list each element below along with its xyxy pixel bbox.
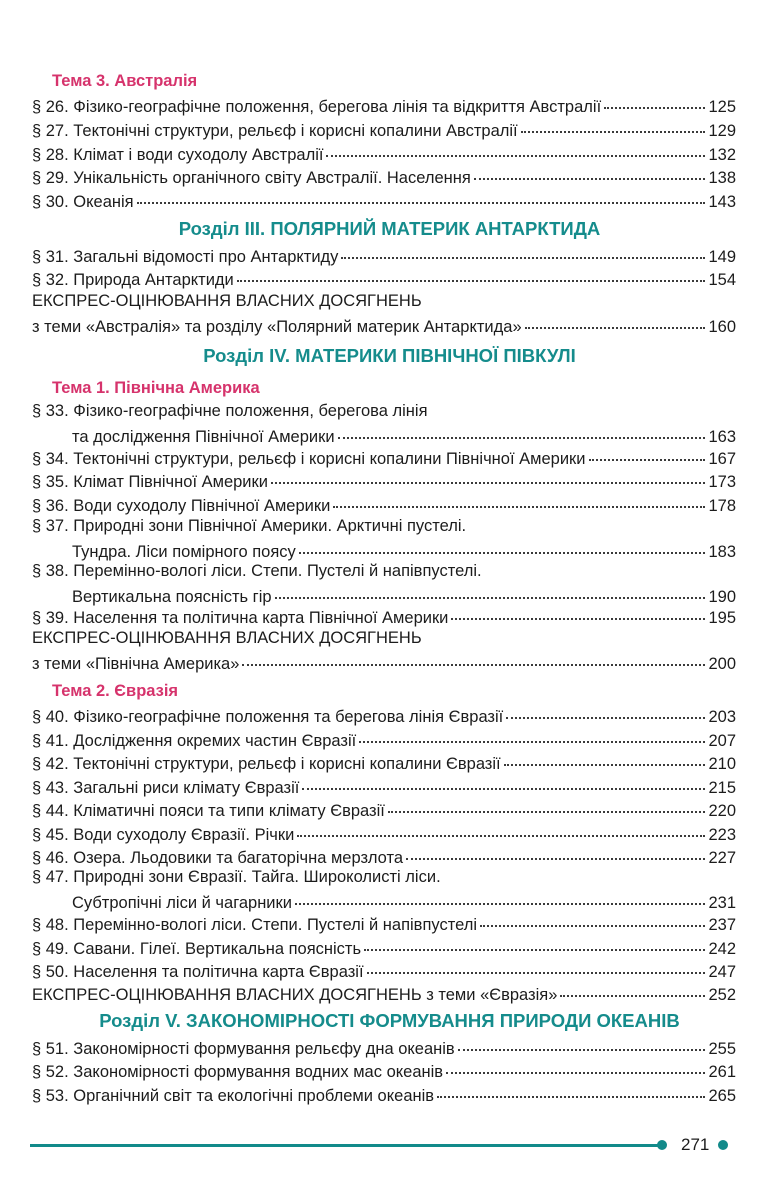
toc-entry — [32, 515, 736, 564]
toc-entry-title: § 51. Закономірності формування рельєфу дна океанів — [32, 1039, 455, 1058]
toc-entry-title: ЕКСПРЕС-ОЦІНЮВАННЯ ВЛАСНИХ ДОСЯГНЕНЬ — [32, 629, 422, 647]
toc-entry-title: § 32. Природа Антарктиди — [32, 270, 234, 289]
toc-entry-line — [32, 266, 736, 292]
toc-entry-title: § 31. Загальні відомості про Антарктиду — [32, 247, 339, 266]
dot-leader — [446, 1055, 705, 1074]
toc-page-number: 265 — [708, 1086, 736, 1105]
toc-entry-title: § 26. Фізико-географічне положення, берегова лінія та відкриття Австралії — [32, 97, 602, 116]
dot-leader — [364, 932, 705, 951]
toc-entry-title: § 38. Перемінно-вологі ліси. Степи. Пустелі й напівпустелі. — [32, 562, 482, 580]
toc-entry-title-cont: Тундра. Ліси помірного поясу — [72, 542, 296, 561]
toc-page-number: 129 — [708, 121, 736, 140]
toc-entry-title-cont: з теми «Північна Америка» — [32, 654, 240, 673]
toc-page-number: 252 — [708, 985, 736, 1004]
toc-entry-title: § 30. Океанія — [32, 192, 134, 211]
toc-page-number: 183 — [708, 542, 736, 561]
toc-entry-title: § 29. Унікальність органічного світу Австралії. Населення — [32, 168, 471, 187]
topic-heading: Тема 2. Євразія — [52, 682, 179, 700]
toc-page-number: 178 — [708, 496, 736, 515]
toc-entry-title-cont: Вертикальна поясність гір — [72, 587, 272, 606]
dot-leader — [474, 161, 706, 180]
dot-leader — [560, 978, 705, 997]
dot-leader — [388, 794, 706, 813]
toc-page-number: 160 — [708, 317, 736, 336]
footer-rule — [30, 1144, 666, 1147]
toc-entry-title: § 49. Савани. Гілеї. Вертикальна поясність — [32, 939, 362, 958]
toc-page-number: 195 — [708, 608, 736, 627]
toc-entry-line — [32, 604, 736, 630]
toc-page-number: 163 — [708, 427, 736, 446]
toc-entry-title: § 27. Тектонічні структури, рельєф і корисні копалини Австралії — [32, 121, 518, 140]
toc-entry — [32, 627, 736, 676]
toc-entry-title: § 34. Тектонічні структури, рельєф і корисні копалини Північної Америки — [32, 449, 586, 468]
section-heading: Розділ IV. МАТЕРИКИ ПІВНІЧНОЇ ПІВКУЛІ — [203, 345, 576, 366]
toc-entry — [32, 492, 736, 518]
toc-page-number: 207 — [708, 731, 736, 750]
dot-leader — [271, 465, 706, 484]
topic-heading: Тема 3. Австралія — [52, 72, 198, 90]
toc-entry-title-cont: та дослідження Північної Америки — [72, 427, 335, 446]
dot-leader — [406, 841, 705, 860]
toc-entry-title: ЕКСПРЕС-ОЦІНЮВАННЯ ВЛАСНИХ ДОСЯГНЕНЬ з теми «Євразія» — [32, 985, 558, 1004]
toc-entry-title: § 41. Дослідження окремих частин Євразії — [32, 731, 357, 750]
toc-entry-title-cont: з теми «Австралія» та розділу «Полярний материк Антарктида» — [32, 317, 522, 336]
page-number: 271 — [681, 1135, 710, 1154]
toc-entry-title: § 42. Тектонічні структури, рельєф і корисні копалини Євразії — [32, 754, 501, 773]
toc-page-number: 210 — [708, 754, 736, 773]
toc-entry-title: § 44. Кліматичні пояси та типи клімату Євразії — [32, 801, 385, 820]
toc-page-number: 237 — [708, 915, 736, 934]
toc-page-number: 231 — [708, 893, 736, 912]
toc-entry — [32, 981, 736, 1007]
dot-leader — [458, 1032, 706, 1051]
toc-entry-title: § 37. Природні зони Північної Америки. Арктичні пустелі. — [32, 517, 467, 535]
dot-leader — [295, 886, 706, 905]
toc-page-number: 220 — [708, 801, 736, 820]
toc-page-number: 215 — [708, 778, 736, 797]
toc-entry-title: § 46. Озера. Льодовики та багаторічна мерзлота — [32, 848, 404, 867]
toc-entry — [32, 188, 736, 214]
topic-heading: Тема 1. Північна Америка — [52, 379, 260, 397]
dot-leader — [504, 747, 706, 766]
toc-entry — [32, 266, 736, 292]
dot-leader — [299, 535, 706, 554]
dot-leader — [297, 818, 705, 837]
dot-leader — [525, 310, 706, 329]
dot-leader — [521, 114, 706, 133]
toc-page-number: 261 — [708, 1062, 736, 1081]
toc-page-number: 190 — [708, 587, 736, 606]
toc-page-number: 200 — [708, 654, 736, 673]
dot-leader — [367, 955, 706, 974]
footer-dot-left — [657, 1140, 667, 1150]
dot-leader — [137, 185, 706, 204]
dot-leader — [480, 908, 705, 927]
toc-page-number: 203 — [708, 707, 736, 726]
toc-page-number: 255 — [708, 1039, 736, 1058]
dot-leader — [275, 580, 706, 599]
toc-page-number: 173 — [708, 472, 736, 491]
toc-page-number: 167 — [708, 449, 736, 468]
toc-entry-line — [32, 650, 736, 676]
toc-entry — [32, 290, 736, 339]
toc-page-number: 138 — [708, 168, 736, 187]
toc-page-number: 247 — [708, 962, 736, 981]
toc-entry-title: § 53. Органічний світ та екологічні проблеми океанів — [32, 1086, 435, 1105]
toc-entry-line — [32, 981, 736, 1007]
toc-entry-title: § 50. Населення та політична карта Євразії — [32, 962, 364, 981]
toc-entry-line — [32, 188, 736, 214]
section-heading: Розділ III. ПОЛЯРНИЙ МАТЕРИК АНТАРКТИДА — [178, 218, 601, 239]
dot-leader — [333, 489, 705, 508]
toc-entry-title: § 35. Клімат Північної Америки — [32, 472, 268, 491]
toc-entry — [32, 1082, 736, 1108]
toc-entry-line — [32, 313, 736, 339]
dot-leader — [437, 1079, 705, 1098]
dot-leader — [604, 90, 705, 109]
toc-entry-title: § 52. Закономірності формування водних мас океанів — [32, 1062, 444, 1081]
toc-entry-title: § 28. Клімат і води суходолу Австралії — [32, 145, 324, 164]
toc-entry-line — [32, 1082, 736, 1108]
dot-leader — [326, 138, 705, 157]
section-heading: Розділ V. ЗАКОНОМІРНОСТІ ФОРМУВАННЯ ПРИРОДИ ОКЕАНІВ — [99, 1010, 680, 1031]
toc-entry-title: § 40. Фізико-географічне положення та берегова лінія Євразії — [32, 707, 504, 726]
toc-entry-title: § 48. Перемінно-вологі ліси. Степи. Пустелі й напівпустелі — [32, 915, 477, 934]
toc-page-number: 227 — [708, 848, 736, 867]
toc-page-number: 125 — [708, 97, 736, 116]
toc-entry-title: § 43. Загальні риси клімату Євразії — [32, 778, 300, 797]
dot-leader — [302, 771, 705, 790]
toc-entry-title-cont: Субтропічні ліси й чагарники — [72, 893, 292, 912]
dot-leader — [237, 263, 706, 282]
dot-leader — [359, 724, 705, 743]
footer-dot-right — [718, 1140, 728, 1150]
toc-entry-title: § 45. Води суходолу Євразії. Річки — [32, 825, 295, 844]
toc-entry — [32, 604, 736, 630]
toc-entry-title: ЕКСПРЕС-ОЦІНЮВАННЯ ВЛАСНИХ ДОСЯГНЕНЬ — [32, 292, 422, 310]
toc-page-number: 154 — [708, 270, 736, 289]
toc-page-number: 143 — [708, 192, 736, 211]
toc-page-number: 149 — [708, 247, 736, 266]
toc-page-number: 223 — [708, 825, 736, 844]
toc-entry-title: § 47. Природні зони Євразії. Тайга. Широколисті ліси. — [32, 868, 441, 886]
dot-leader — [338, 420, 706, 439]
dot-leader — [341, 240, 705, 259]
toc-entry-title: § 33. Фізико-географічне положення, берегова лінія — [32, 402, 428, 420]
toc-entry-title: § 39. Населення та політична карта Північної Америки — [32, 608, 449, 627]
toc-entry-title: § 36. Води суходолу Північної Америки — [32, 496, 331, 515]
dot-leader — [451, 601, 705, 620]
toc-page-number: 132 — [708, 145, 736, 164]
toc-page-number: 242 — [708, 939, 736, 958]
dot-leader — [506, 700, 705, 719]
dot-leader — [589, 442, 706, 461]
dot-leader — [242, 647, 705, 666]
toc-entry-line — [32, 492, 736, 518]
